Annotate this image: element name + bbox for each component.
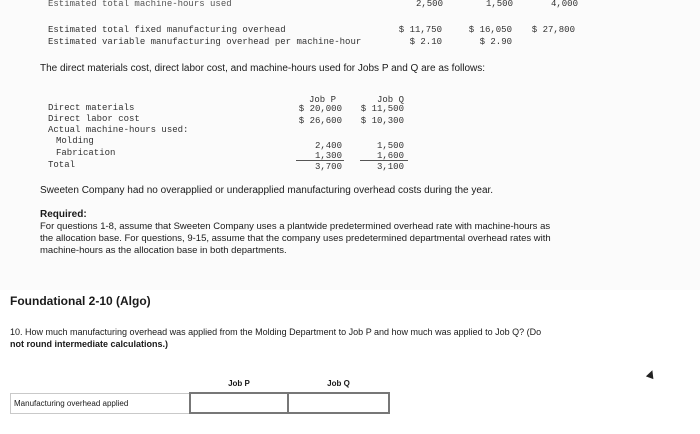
- row-label: Actual machine-hours used:: [48, 125, 189, 135]
- job-p-value: 2,400: [314, 141, 342, 151]
- intro-text: The direct materials cost, direct labor cost, and machine-hours used for Jobs P and Q are as follows:: [40, 63, 486, 74]
- fixed-overhead-fabrication: $ 16,050: [468, 25, 512, 35]
- job-q-value: 3,100: [376, 162, 404, 172]
- row-label: Total: [48, 160, 76, 170]
- total-rule: [296, 160, 344, 161]
- job-q-value: $ 10,300: [360, 116, 404, 126]
- variable-rate-fabrication: $ 2.90: [479, 37, 512, 47]
- variable-rate-molding: $ 2.10: [409, 37, 442, 47]
- job-p-value: $ 20,000: [298, 104, 342, 114]
- job-p-column-header: Job P: [190, 374, 288, 393]
- question-instruction: not round intermediate calculations.): [10, 339, 169, 349]
- required-text-line: machine-hours as the allocation base in both departments.: [40, 245, 287, 256]
- job-q-value: 1,500: [376, 141, 404, 151]
- fixed-overhead-total: $ 27,800: [531, 25, 575, 35]
- job-q-value: 1,600: [376, 151, 404, 161]
- required-label: Required:: [40, 209, 87, 220]
- answer-header-row: [11, 374, 390, 393]
- required-text-line: the allocation base. For questions, 9-15, assume that the company uses predetermined departmental overhead rates with: [40, 233, 551, 244]
- mouse-cursor-icon: [646, 369, 656, 379]
- variable-overhead-label: Estimated variable manufacturing overhead per machine-hour: [48, 37, 362, 47]
- required-text-line: For questions 1-8, assume that Sweeten Company uses a plantwide predetermined overhead rate with machine-hours as: [40, 221, 551, 232]
- job-q-header: Job Q: [376, 95, 404, 105]
- job-p-value: 3,700: [314, 162, 342, 172]
- top-value: 2,500: [415, 0, 443, 9]
- estimated-machine-hours-label: Estimated total machine-hours used: [48, 0, 232, 9]
- header-blank-cell: [11, 374, 191, 393]
- answer-table: [10, 374, 390, 414]
- row-label: Direct labor cost: [48, 114, 140, 124]
- section-title: Foundational 2-10 (Algo): [10, 294, 151, 308]
- top-value: 1,500: [485, 0, 513, 9]
- overapplied-note: Sweeten Company had no overapplied or underapplied manufacturing overhead costs during the year.: [40, 185, 494, 196]
- job-p-header: Job P: [308, 95, 336, 105]
- fixed-overhead-molding: $ 11,750: [398, 25, 442, 35]
- top-value: 4,000: [550, 0, 578, 9]
- job-p-value: $ 26,600: [298, 116, 342, 126]
- row-label: Molding: [56, 136, 94, 146]
- job-q-value: $ 11,500: [360, 104, 404, 114]
- question-text-line: [10, 327, 541, 337]
- total-rule: [360, 160, 408, 161]
- question-text: 10. How much manufacturing overhead was applied from the Molding Department to Job P and how much was applied to Job Q? (Do: [10, 327, 542, 337]
- job-q-column-header: Job Q: [288, 374, 389, 393]
- job-p-answer-input[interactable]: [190, 393, 288, 413]
- answer-row: [11, 393, 390, 413]
- job-q-answer-input[interactable]: [288, 393, 389, 413]
- row-label: Fabrication: [56, 148, 116, 158]
- fixed-overhead-label: Estimated total fixed manufacturing overhead: [48, 25, 286, 35]
- answer-row-label: Manufacturing overhead applied: [11, 393, 191, 413]
- row-label: Direct materials: [48, 103, 135, 113]
- job-p-value: 1,300: [314, 151, 342, 161]
